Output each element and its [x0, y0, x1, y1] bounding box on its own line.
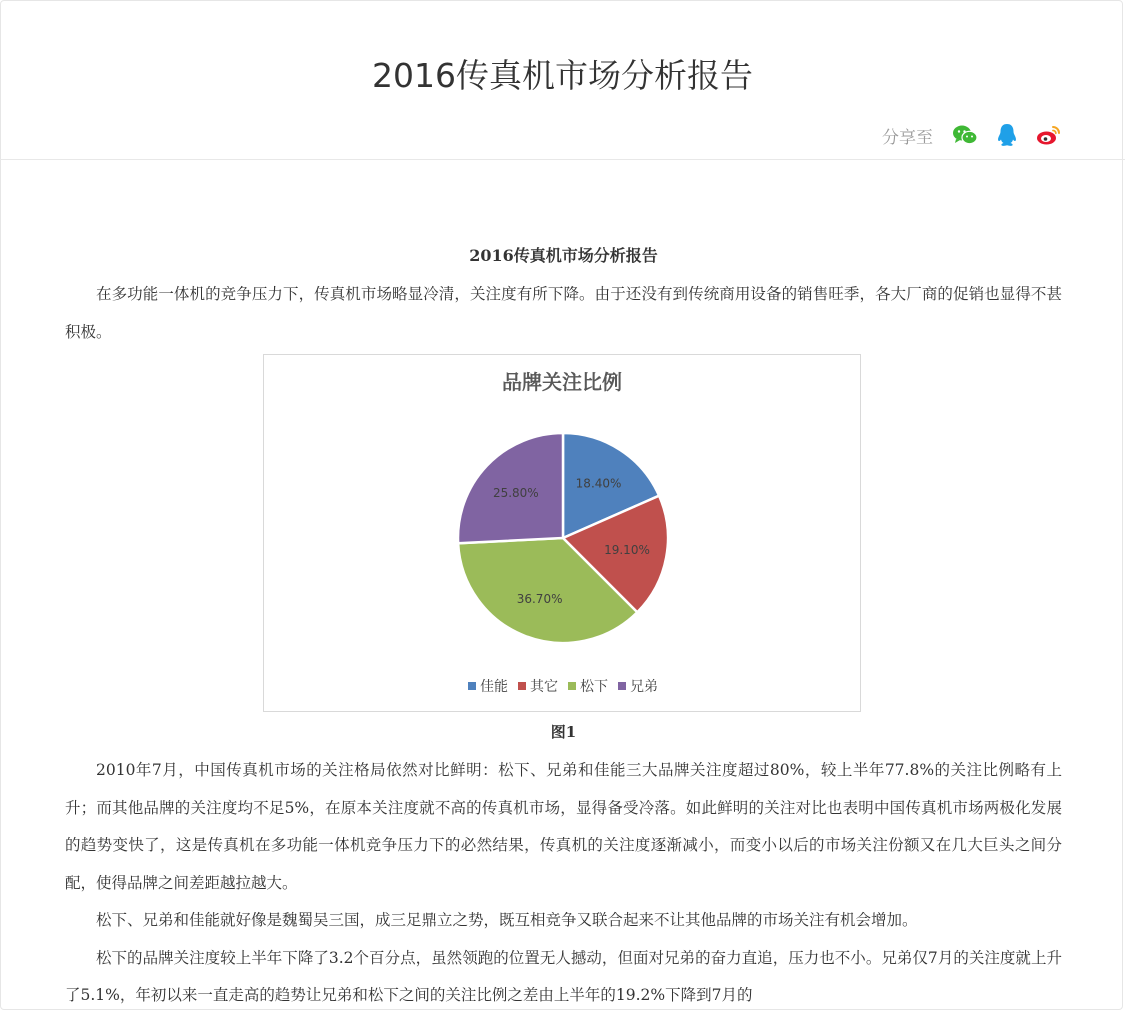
wechat-icon[interactable] — [951, 121, 979, 149]
page-title: 2016传真机市场分析报告 — [372, 56, 753, 95]
paragraph: 2010年7月，中国传真机市场的关注格局依然对比鲜明：松下、兄弟和佳能三大品牌关注度超过80%，较上半年77.8%的关注比例略有上升；而其他品牌的关注度均不足5%，在原本关注度就不高的传真机市场，显得备受冷落。如此鲜明的关注对比也表明中国传真机市场两极化发展的趋势变快了，这是传真机在多功能一体机竞争压力下的必然结果，传真机的关注度逐渐减小，而变小以后的市场关注份额又在几大巨头之间分配，使得品牌之间差距越拉越大。 — [65, 761, 1062, 892]
weibo-icon[interactable] — [1035, 121, 1063, 149]
share-bar — [882, 120, 1063, 150]
figure-caption: 图1 — [550, 723, 577, 741]
legend-swatch — [468, 682, 476, 690]
slice-data-label: 18.40% — [575, 476, 621, 491]
slice-data-label: 25.80% — [492, 486, 539, 501]
legend-swatch — [568, 682, 576, 690]
chart-title: 品牌关注比例 — [501, 370, 622, 394]
legend-swatch — [518, 682, 526, 690]
legend-label: 兄弟 — [629, 679, 658, 695]
article-title: 2016传真机市场分析报告 — [469, 246, 658, 265]
share-label: 分享至 — [882, 127, 933, 148]
article — [65, 236, 1062, 1015]
pie-slices — [458, 433, 668, 643]
qq-icon[interactable] — [993, 121, 1021, 149]
page-header — [0, 0, 1125, 160]
chart-legend — [468, 678, 658, 695]
slice-data-label: 19.10% — [603, 542, 650, 557]
pie-chart — [263, 354, 861, 712]
paragraph: 松下的品牌关注度较上半年下降了3.2个百分点，虽然领跑的位置无人撼动，但面对兄弟的奋力直追，压力也不小。兄弟仅7月的关注度就上升了5.1%，年初以来一直走高的趋势让兄弟和松下之间的关注比例之差由上半年的19.2%下降到7月的 — [65, 948, 1062, 1004]
legend-label: 松下 — [579, 679, 608, 695]
legend-label: 其它 — [529, 679, 558, 695]
pie-chart-svg — [264, 355, 860, 711]
paragraph: 松下、兄弟和佳能就好像是魏蜀吴三国，成三足鼎立之势，既互相竞争又联合起来不让其他品牌的市场关注有机会增加。 — [96, 911, 918, 929]
legend-label: 佳能 — [479, 679, 508, 695]
legend-swatch — [618, 682, 626, 690]
slice-data-label: 36.70% — [516, 591, 562, 606]
paragraph: 在多功能一体机的竞争压力下，传真机市场略显冷清，关注度有所下降。由于还没有到传统商用设备的销售旺季，各大厂商的促销也显得不甚积极。 — [65, 285, 1062, 341]
